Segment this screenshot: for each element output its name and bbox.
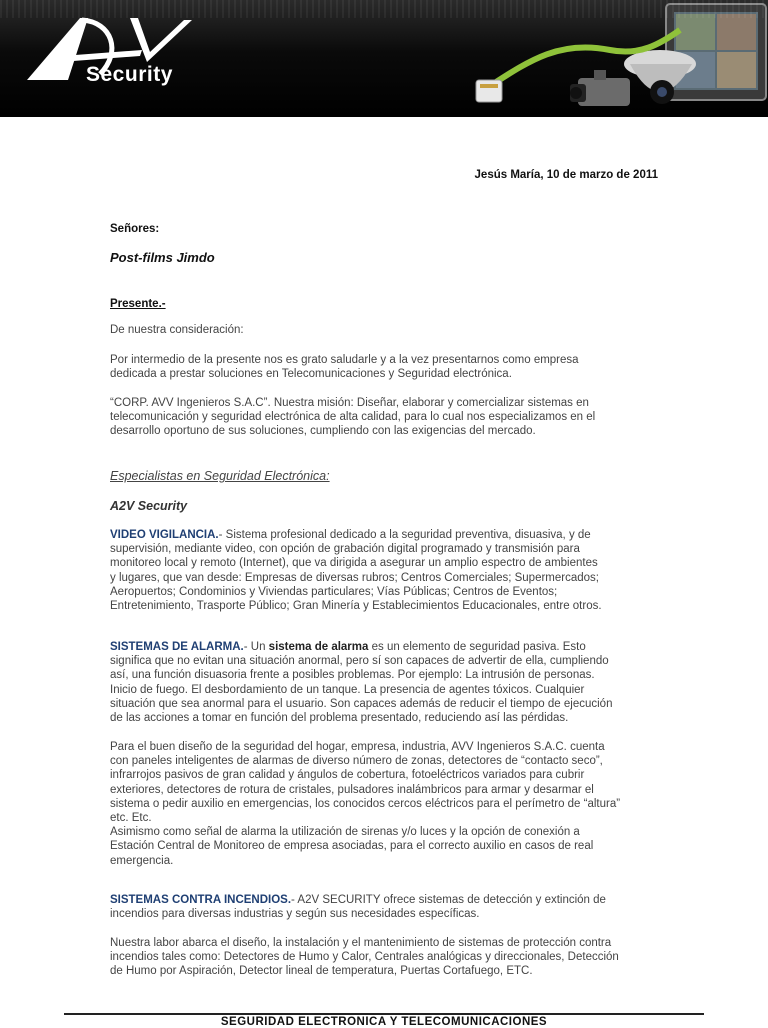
footer-text: SEGURIDAD ELECTRONICA Y TELECOMUNICACIONES xyxy=(220,1016,548,1028)
camera-icon xyxy=(570,70,630,106)
footer-divider xyxy=(64,1013,704,1015)
design-paragraph: Para el buen diseño de la seguridad del hogar, empresa, industria, AVV Ingenieros S.A.C. cuenta con paneles inteligentes de alarmas de diverso número de zonas, detectores de “contacto seco”, infrarrojos pasivos de gran calidad y ángulos de cobertura, fotoeléctricos variados para cubrir exteriores, detectores de rotura de cristales, pulsadores inalámbricos para armar y desarmar el sistema o pedir auxilio en emergencias, los conocidos cercos eléctricos para el perímetro de “altura” etc. Etc. Asimismo como señal de alarma la utilización de sirenas y/o luces y la opción de conexión a Estación Central de Monitoreo de empresa asociadas, para el correcto auxilio en casos de real emergencia. xyxy=(110,741,621,867)
brand-heading: A2V Security xyxy=(110,499,188,513)
monitor-icon xyxy=(666,4,766,100)
presente-label: Presente.- xyxy=(110,298,166,310)
intro-paragraph: Por intermedio de la presente nos es grato saludarle y a la vez presentarnos como empresa dedicada a prestar soluciones en Telecomunicaciones y Seguridad electrónica. xyxy=(110,354,579,381)
greeting: De nuestra consideración: xyxy=(110,324,244,336)
letter-date: Jesús María, 10 de marzo de 2011 xyxy=(474,169,658,181)
fire-title: SISTEMAS CONTRA INCENDIOS. xyxy=(110,894,292,906)
salutation: Señores: xyxy=(110,223,160,235)
video-paragraph: VIDEO VIGILANCIA.- Sistema profesional dedicado a la seguridad preventiva, disuasiva, y de supervisión, mediante video, con opción de grabación digital programado y transmisión para monitoreo local y remoto (Internet), que va dirigida a asegurar un amplio espectro de ambientes y lugares, que van desde: Empresas de diversas rubros; Centros Comerciales; Supermercados; Aeropuertos; Condominios y Viviendas particulares; Vías Públicas; Centros de Eventos; Entretenimiento, Trasporte Público; Gran Minería y Establecimientos Educacionales, entre otros. xyxy=(110,529,602,613)
alarm-title: SISTEMAS DE ALARMA. xyxy=(110,641,244,653)
alarm-paragraph: SISTEMAS DE ALARMA.- Un sistema de alarma es un elemento de seguridad pasiva. Esto significa que no evitan una situación anormal, pero sí son capaces de advertir de ella, cumpliendo así, una función disuasoria frente a posibles problemas. Por ejemplo: La intrusión de personas. Inicio de fuego. El desbordamiento de un tanque. La presencia de agentes tóxicos. Cualquier situación que sea anormal para el usuario. Son capaces además de reducir el tiempo de ejecución de las acciones a tomar en función del problema presentado, reduciendo así las pérdidas. xyxy=(110,641,613,725)
hardware-illustration xyxy=(470,0,768,117)
recipient: Post-films Jimdo xyxy=(110,250,215,265)
header-banner xyxy=(0,0,768,117)
labor-paragraph: Nuestra labor abarca el diseño, la instalación y el mantenimiento de sistemas de protección contra incendios tales como: Detectores de Humo y Calor, Centrales analógicas y direccionales, Detección de Humo por Aspiración, Detector lineal de temperatura, Puertas Cortafuego, ETC. xyxy=(110,937,619,978)
fire-paragraph: SISTEMAS CONTRA INCENDIOS.- A2V SECURITY ofrece sistemas de detección y extinción de incendios para diversas industrias y según sus necesidades específicas. xyxy=(110,894,606,921)
logo-text: Security xyxy=(86,63,173,86)
specialists-heading: Especialistas en Seguridad Electrónica: xyxy=(110,469,330,483)
video-title: VIDEO VIGILANCIA. xyxy=(110,529,219,541)
mission-paragraph: “CORP. AVV Ingenieros S.A.C”. Nuestra misión: Diseñar, elaborar y comercializar sistemas en telecomunicación y seguridad electrónica de alta calidad, para lo cual nos especializamos en el desarrollo oportuno de sus soluciones, cumpliendo con las exigencias del mercado. xyxy=(110,397,596,438)
